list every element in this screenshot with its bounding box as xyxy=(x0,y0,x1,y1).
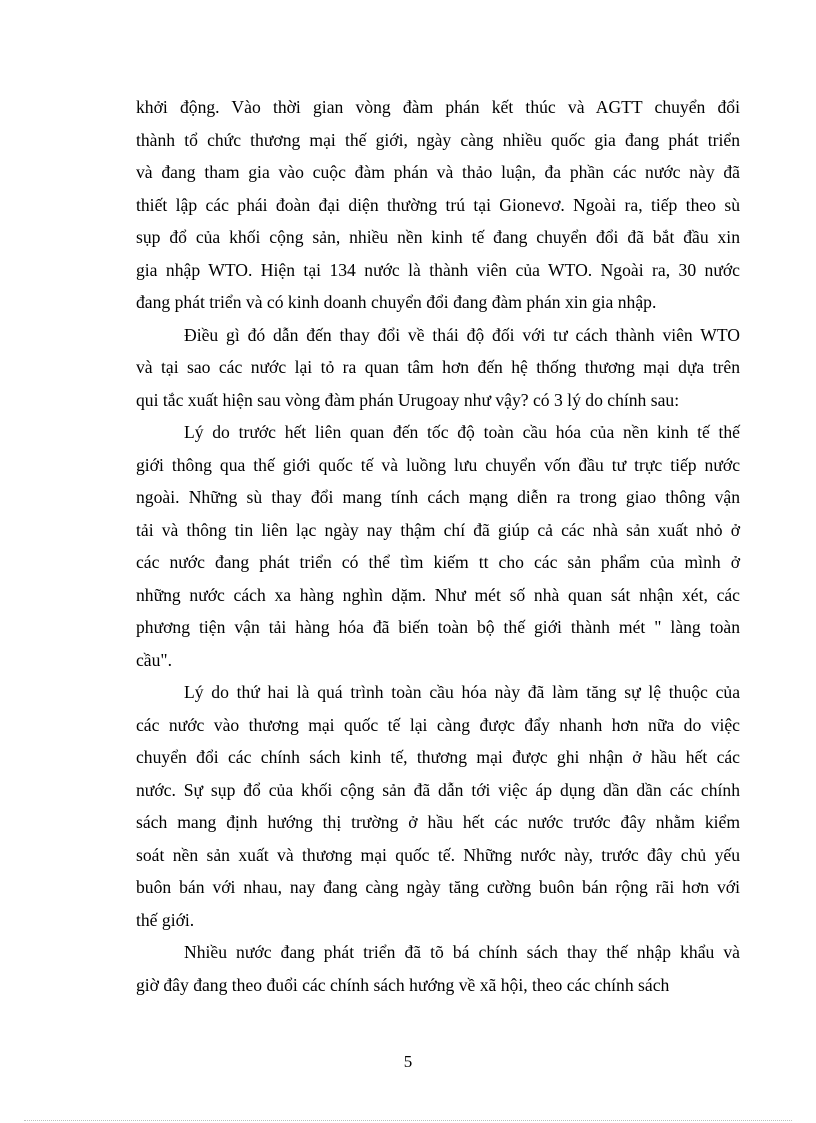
text-line: soát nền sản xuất và thương mại quốc tế. Những nước này, trước đây chủ yếu xyxy=(136,844,740,865)
text-line: và tại sao các nước lại tỏ ra quan tâm hơn đến hệ thống thương mại dựa trên xyxy=(136,357,740,377)
text-line: và đang tham gia vào cuộc đàm phán và thảo luận, đa phần các nước này đã xyxy=(136,162,740,182)
text-line: thiết lập các phái đoàn đại diện thường trú tại Gionevơ. Ngoài ra, tiếp theo sù xyxy=(136,194,740,215)
text-line: giờ đây đang theo đuổi các chính sách hướng về xã hội, theo các chính sách xyxy=(136,974,670,995)
text-line: chuyển đổi các chính sách kinh tế, thương mại được ghi nhận ở hầu hết các xyxy=(136,747,740,767)
text-line: Điều gì đó dẫn đến thay đổi về thái độ đối với tư cách thành viên WTO xyxy=(184,324,740,345)
text-line: cầu". xyxy=(136,649,172,670)
text-line: sụp đổ của khối cộng sản, nhiều nền kinh tế đang chuyển đổi đã bắt đầu xin xyxy=(136,227,740,247)
paragraph-1 xyxy=(136,91,740,319)
text-line: những nước cách xa hàng nghìn dặm. Như mét số nhà quan sát nhận xét, các xyxy=(136,584,740,605)
text-line: các nước vào thương mại quốc tế lại càng được đẩy nhanh hơn nữa do việc xyxy=(136,714,740,735)
text-line: Nhiều nước đang phát triển đã tõ bá chính sách thay thế nhập khẩu và xyxy=(184,942,740,962)
text-line: thành tổ chức thương mại thế giới, ngày càng nhiều quốc gia đang phát triển xyxy=(136,129,740,150)
text-line: giới thông qua thế giới quốc tế và luồng lưu chuyển vốn đầu tư trực tiếp nước xyxy=(136,454,740,475)
page-number: 5 xyxy=(403,1052,413,1071)
text-line: sách mang định hướng thị trường ở hầu hết các nước trước đây nhằm kiểm xyxy=(136,812,740,832)
text-line: các nước đang phát triển có thể tìm kiếm tt cho các sản phẩm của mình ở xyxy=(136,552,740,572)
text-line: thế giới. xyxy=(136,909,195,930)
text-line: Lý do thứ hai là quá trình toàn cầu hóa này đã làm tăng sự lệ thuộc của xyxy=(184,682,740,702)
paragraph-4 xyxy=(136,676,740,936)
text-line: nước. Sự sụp đổ của khối cộng sản đã dẫn tới việc áp dụng dần dần các chính xyxy=(136,779,740,800)
text-line: buôn bán với nhau, nay đang càng ngày tăng cường buôn bán rộng rãi hơn với xyxy=(136,877,740,897)
text-line: Lý do trước hết liên quan đến tốc độ toàn cầu hóa của nền kinh tế thế xyxy=(184,422,740,442)
footer-dotted-rule xyxy=(24,1120,792,1121)
paragraph-2 xyxy=(136,319,740,417)
text-line: ngoài. Những sù thay đổi mang tính cách mạng diễn ra trong giao thông vận xyxy=(136,487,740,507)
text-line: qui tắc xuất hiện sau vòng đàm phán Urugoay như vậy? có 3 lý do chính sau: xyxy=(136,389,680,410)
text-line: tải và thông tin liên lạc ngày nay thậm chí đã giúp cả các nhà sản xuất nhỏ ở xyxy=(136,519,740,540)
page-body xyxy=(136,91,740,1001)
text-line: đang phát triển và có kinh doanh chuyển đổi đang đàm phán xin gia nhập. xyxy=(136,292,657,312)
paragraph-3 xyxy=(136,416,740,676)
paragraph-5 xyxy=(136,936,740,1001)
text-line: phương tiện vận tải hàng hóa đã biến toàn bộ thế giới thành mét " làng toàn xyxy=(136,617,740,637)
text-line: khởi động. Vào thời gian vòng đàm phán kết thúc và AGTT chuyển đổi xyxy=(136,97,740,117)
text-line: gia nhập WTO. Hiện tại 134 nước là thành viên của WTO. Ngoài ra, 30 nước xyxy=(136,259,740,280)
